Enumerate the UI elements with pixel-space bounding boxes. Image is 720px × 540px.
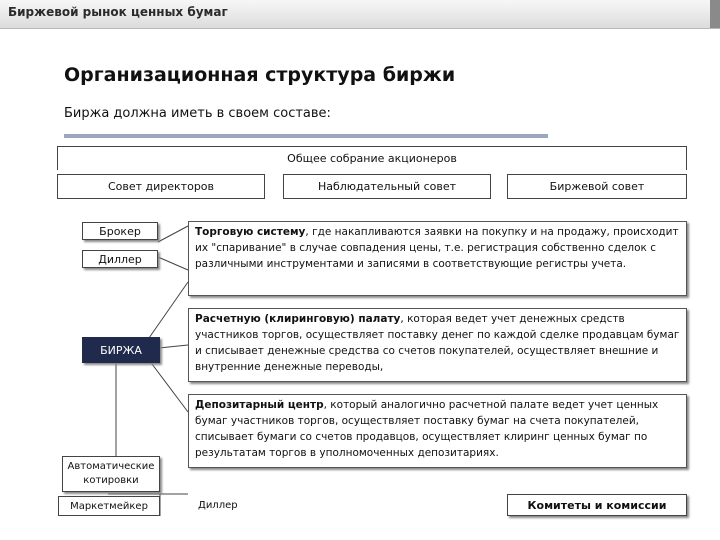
- shareholders-meeting-box: [57, 146, 687, 170]
- clearing-house-title: Расчетную (клиринговую) палату: [195, 313, 401, 325]
- depository-title: Депозитарный центр: [195, 399, 324, 411]
- market-maker-label: Маркетмейкер: [70, 500, 148, 512]
- committees-label: Комитеты и комиссии: [527, 498, 667, 512]
- broker-box: [82, 222, 158, 240]
- supervisory-board-box: [283, 174, 491, 199]
- dealer-label: Диллер: [98, 252, 142, 266]
- committees-box: [507, 494, 687, 516]
- clearing-house-desc: [188, 308, 687, 382]
- depository-desc: [188, 394, 687, 468]
- trading-system-text: , где накапливаются заявки на покупку и на продажу, происходит их "спаривание" в случае совпадения цены, т.е. регистрация собственно сделок с различными инструментами и записями в соответствующие регистры учета.: [195, 226, 679, 270]
- dealer-box: [82, 250, 158, 268]
- dealer-bottom-label: Диллер: [198, 500, 238, 511]
- auto-quotes-label: Автоматические котировки: [67, 461, 155, 486]
- clearing-house-text: , которая ведет учет денежных средств участников торгов, осуществляет поставку денег по каждой сделке продавцам бумаг и списывает денежные средства со счетов покупателей, осуществляет внешние и внутренние денежные переводы,: [195, 313, 680, 373]
- shareholders-meeting-label: Общее собрание акционеров: [287, 152, 457, 165]
- exchange-label: БИРЖА: [100, 343, 142, 357]
- slide-subtitle: Биржа должна иметь в своем составе:: [64, 106, 331, 121]
- exchange-council-box: [507, 174, 687, 199]
- trading-system-desc: [188, 221, 687, 296]
- header-title: Биржевой рынок ценных бумаг: [8, 5, 228, 19]
- exchange-box: [82, 337, 160, 363]
- supervisory-board-label: Наблюдательный совет: [317, 180, 457, 193]
- board-of-directors-box: [57, 174, 265, 199]
- market-maker-box: [58, 496, 160, 516]
- auto-quotes-box: [62, 456, 160, 492]
- slide-title: Организационная структура биржи: [64, 64, 456, 86]
- board-of-directors-label: Совет директоров: [107, 180, 215, 193]
- broker-label: Брокер: [99, 224, 141, 238]
- trading-system-title: Торговую систему: [195, 226, 306, 238]
- exchange-council-label: Биржевой совет: [549, 180, 645, 193]
- depository-text: , который аналогично расчетной палате ведет учет ценных бумаг участников торгов, осуществляет поставку бумаг на счета покупателей, списывает бумаги со счетов продавцов, осуществляет клиринг ценных бумаг по результатам торгов в уполномоченных депозитариях.: [195, 399, 659, 459]
